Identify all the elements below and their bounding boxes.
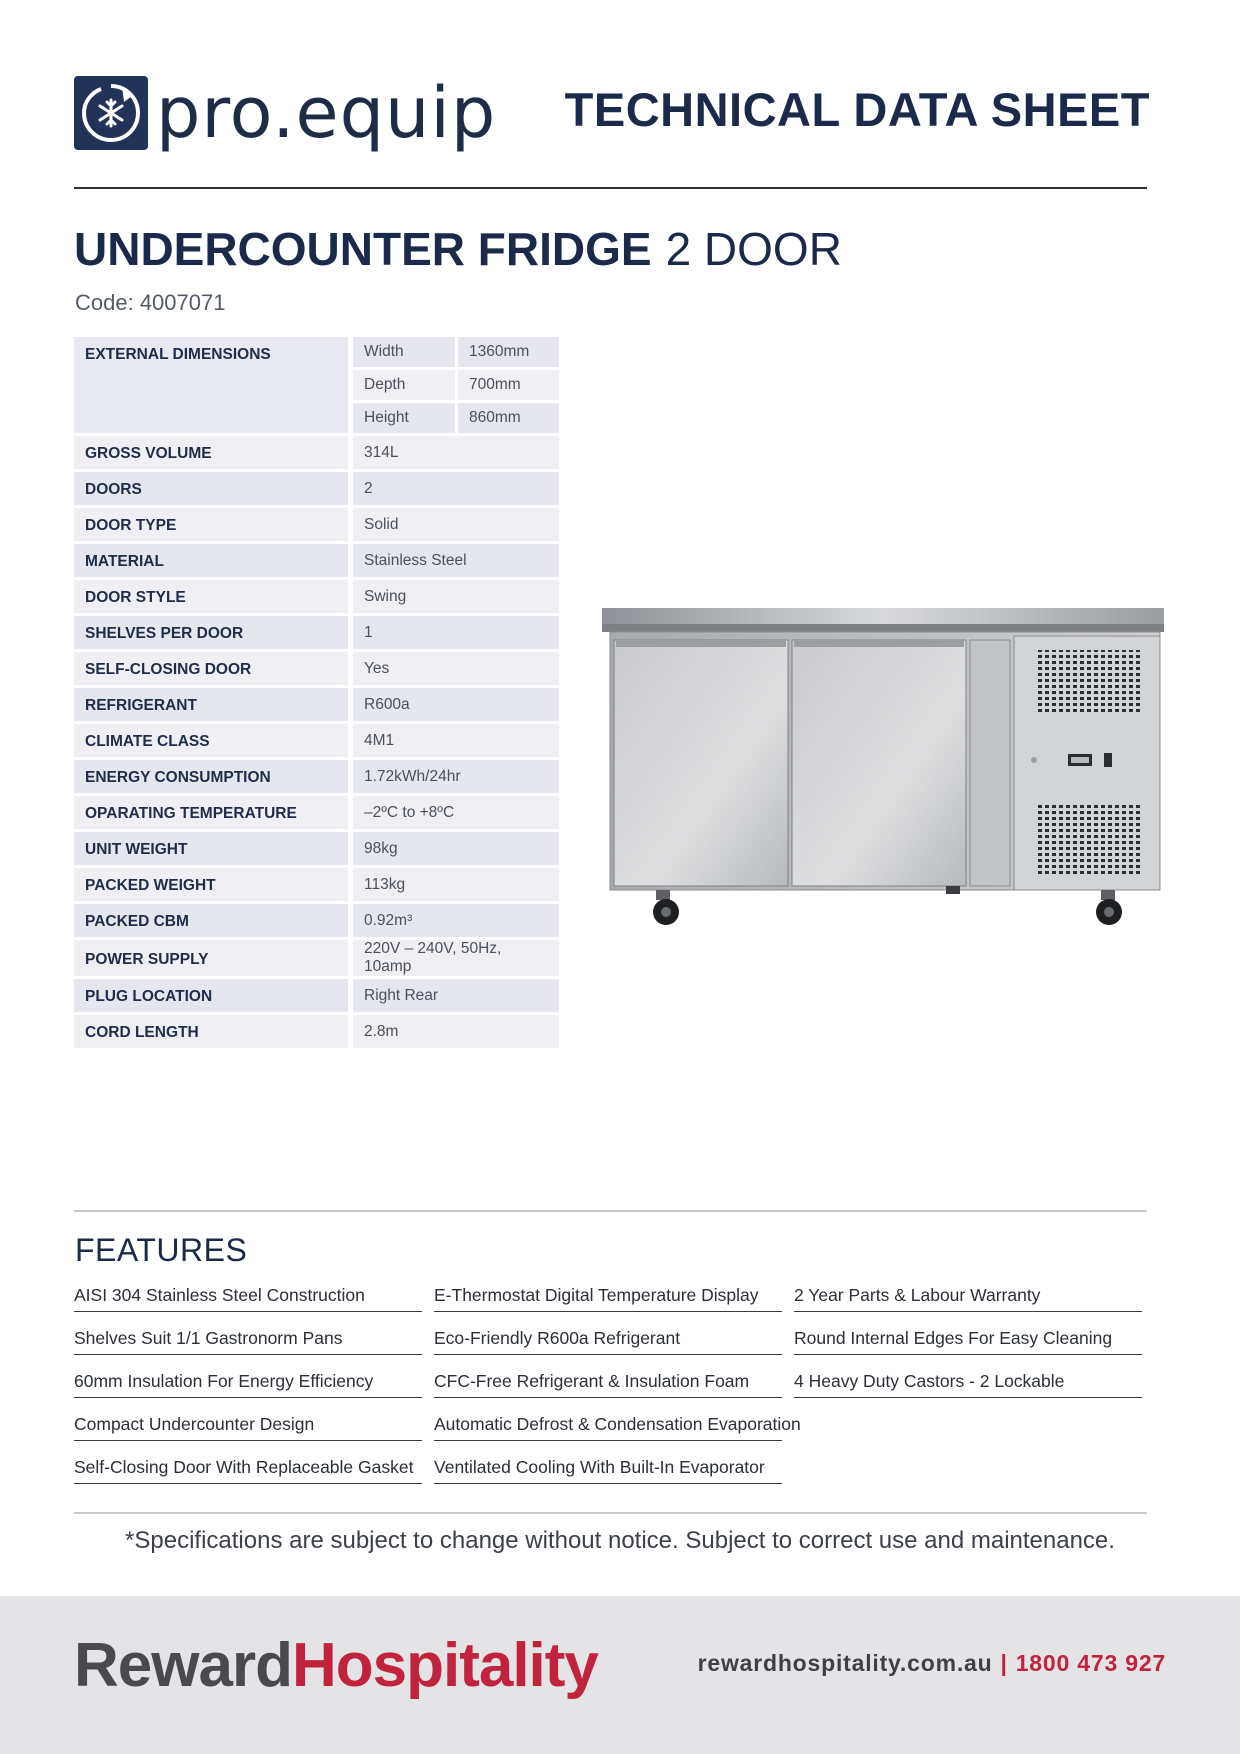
table-row bbox=[74, 904, 559, 940]
spec-value: 4M1 bbox=[353, 724, 559, 760]
disclaimer-text: *Specifications are subject to change without notice. Subject to correct use and maintenance. bbox=[125, 1527, 1115, 1554]
spec-value: 1 bbox=[353, 616, 559, 652]
spec-value: 1.72kWh/24hr bbox=[353, 760, 559, 796]
header-divider bbox=[74, 187, 1147, 189]
phone-number[interactable]: 1800 473 927 bbox=[1015, 1650, 1166, 1676]
spec-label: EXTERNAL DIMENSIONS bbox=[74, 337, 353, 436]
spec-value: Right Rear bbox=[353, 979, 559, 1015]
fridge-product-image bbox=[596, 600, 1168, 945]
feature-item: Self-Closing Door With Replaceable Gasket bbox=[74, 1444, 422, 1484]
feature-item: 60mm Insulation For Energy Efficiency bbox=[74, 1358, 422, 1398]
table-row bbox=[74, 652, 559, 688]
spec-value: 2.8m bbox=[353, 1015, 559, 1051]
features-column-3 bbox=[794, 1272, 1142, 1401]
table-row bbox=[74, 940, 559, 979]
spec-label: DOOR TYPE bbox=[74, 508, 353, 544]
brand-word-reward: Reward bbox=[74, 1631, 292, 1700]
table-row bbox=[74, 688, 559, 724]
spec-label: PACKED CBM bbox=[74, 904, 353, 940]
feature-item: Ventilated Cooling With Built-In Evaporator bbox=[434, 1444, 782, 1484]
table-row bbox=[74, 616, 559, 652]
feature-item: 4 Heavy Duty Castors - 2 Lockable bbox=[794, 1358, 1142, 1398]
product-title bbox=[74, 222, 842, 276]
table-row bbox=[74, 868, 559, 904]
spec-value: 1360mm bbox=[458, 337, 559, 370]
feature-item: Shelves Suit 1/1 Gastronorm Pans bbox=[74, 1315, 422, 1355]
product-code: Code: 4007071 bbox=[75, 290, 226, 315]
footer-contact bbox=[698, 1650, 1166, 1677]
spec-label: ENERGY CONSUMPTION bbox=[74, 760, 353, 796]
table-row bbox=[74, 832, 559, 868]
spec-value: Solid bbox=[353, 508, 559, 544]
document-title: TECHNICAL DATA SHEET bbox=[564, 83, 1150, 136]
spec-label: POWER SUPPLY bbox=[74, 940, 353, 979]
spec-label: DOOR STYLE bbox=[74, 580, 353, 616]
spec-label: OPARATING TEMPERATURE bbox=[74, 796, 353, 832]
spec-value: 314L bbox=[353, 436, 559, 472]
spec-sublabel: Width bbox=[353, 337, 458, 370]
spec-label: CORD LENGTH bbox=[74, 1015, 353, 1051]
table-row bbox=[74, 508, 559, 544]
feature-item: CFC-Free Refrigerant & Insulation Foam bbox=[434, 1358, 782, 1398]
snowflake-icon bbox=[74, 76, 148, 150]
features-column-2 bbox=[434, 1272, 801, 1487]
brand-word-hospitality: Hospitality bbox=[291, 1631, 598, 1700]
spec-sublabel: Depth bbox=[353, 370, 458, 403]
spec-value: 98kg bbox=[353, 832, 559, 868]
feature-item: Compact Undercounter Design bbox=[74, 1401, 422, 1441]
spec-value: Swing bbox=[353, 580, 559, 616]
table-row bbox=[74, 472, 559, 508]
spec-value: Yes bbox=[353, 652, 559, 688]
product-title-sub: 2 DOOR bbox=[665, 223, 842, 275]
features-divider bbox=[74, 1210, 1147, 1212]
spec-label: MATERIAL bbox=[74, 544, 353, 580]
spec-value: 0.92m³ bbox=[353, 904, 559, 940]
spec-value: 113kg bbox=[353, 868, 559, 904]
feature-item: Round Internal Edges For Easy Cleaning bbox=[794, 1315, 1142, 1355]
spec-value: Stainless Steel bbox=[353, 544, 559, 580]
spec-label: REFRIGERANT bbox=[74, 688, 353, 724]
reward-hospitality-logo bbox=[74, 1630, 598, 1701]
spec-label: UNIT WEIGHT bbox=[74, 832, 353, 868]
website-link[interactable]: rewardhospitality.com.au bbox=[697, 1650, 993, 1676]
table-row bbox=[74, 724, 559, 760]
product-title-main: UNDERCOUNTER FRIDGE bbox=[74, 223, 652, 275]
logo-text: pro.equip bbox=[156, 72, 497, 154]
spec-value: 2 bbox=[353, 472, 559, 508]
feature-item: AISI 304 Stainless Steel Construction bbox=[74, 1272, 422, 1312]
table-row bbox=[74, 436, 559, 472]
spec-label: DOORS bbox=[74, 472, 353, 508]
feature-item: 2 Year Parts & Labour Warranty bbox=[794, 1272, 1142, 1312]
contact-separator: | bbox=[1000, 1650, 1008, 1676]
table-row bbox=[74, 337, 559, 370]
features-title: FEATURES bbox=[75, 1232, 248, 1268]
spec-label: GROSS VOLUME bbox=[74, 436, 353, 472]
spec-table bbox=[74, 337, 559, 1051]
feature-item: Eco-Friendly R600a Refrigerant bbox=[434, 1315, 782, 1355]
spec-label: SHELVES PER DOOR bbox=[74, 616, 353, 652]
table-row bbox=[74, 580, 559, 616]
spec-value: –2ºC to +8ºC bbox=[353, 796, 559, 832]
spec-value: 700mm bbox=[458, 370, 559, 403]
disclaimer-divider bbox=[74, 1512, 1147, 1514]
spec-value: R600a bbox=[353, 688, 559, 724]
spec-value: 220V – 240V, 50Hz, 10amp bbox=[353, 940, 559, 979]
table-row bbox=[74, 544, 559, 580]
spec-label: SELF-CLOSING DOOR bbox=[74, 652, 353, 688]
spec-label: PACKED WEIGHT bbox=[74, 868, 353, 904]
table-row bbox=[74, 1015, 559, 1051]
spec-label: CLIMATE CLASS bbox=[74, 724, 353, 760]
spec-value: 860mm bbox=[458, 403, 559, 436]
pro-equip-logo bbox=[74, 72, 496, 154]
spec-sublabel: Height bbox=[353, 403, 458, 436]
feature-item: E-Thermostat Digital Temperature Display bbox=[434, 1272, 782, 1312]
feature-item: Automatic Defrost & Condensation Evaporation bbox=[434, 1401, 782, 1441]
features-column-1 bbox=[74, 1272, 422, 1487]
table-row bbox=[74, 979, 559, 1015]
table-row bbox=[74, 760, 559, 796]
spec-label: PLUG LOCATION bbox=[74, 979, 353, 1015]
table-row bbox=[74, 796, 559, 832]
